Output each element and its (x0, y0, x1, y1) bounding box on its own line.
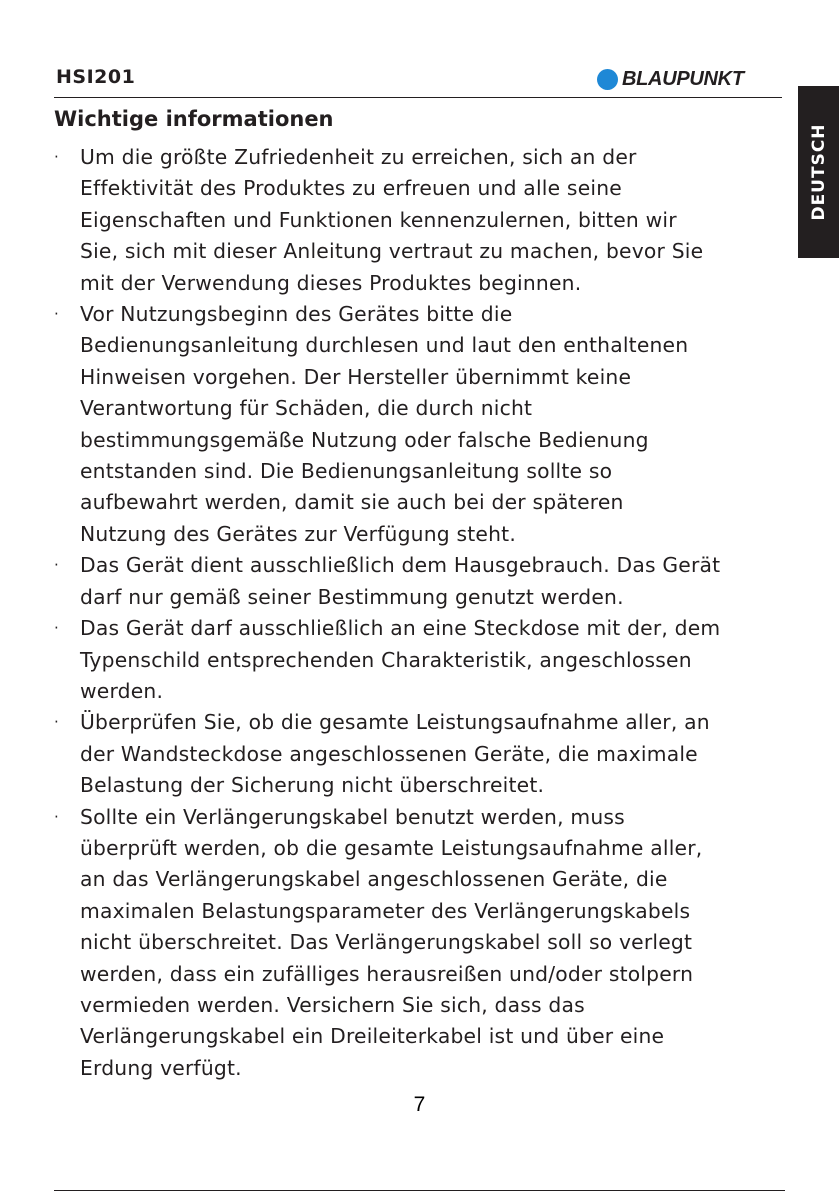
text-line: Erdung verfügt. (80, 1055, 242, 1080)
text-line: Hinweisen vorgehen. Der Hersteller übernimmt keine (80, 364, 632, 389)
text-line: Sollte ein Verlängerungskabel benutzt werden, muss (80, 804, 625, 829)
text-line: an das Verlängerungskabel angeschlossenen Geräte, die (80, 867, 668, 892)
list-item (54, 299, 790, 550)
text-line: vermieden werden. Versichern Sie sich, dass das (80, 992, 585, 1017)
list-item-text (80, 613, 720, 707)
bullet-icon: · (54, 556, 59, 575)
list-item-text (80, 802, 702, 1085)
text-line: werden, dass ein zufälliges herausreißen und/oder stolpern (80, 961, 694, 986)
section-title: Wichtige informationen (54, 107, 334, 131)
model-number: HSI201 (56, 66, 136, 88)
list-item (54, 802, 790, 1085)
text-line: Vor Nutzungsbeginn des Gerätes bitte die (80, 302, 513, 327)
text-line: bestimmungsgemäße Nutzung oder falsche Bedienung (80, 427, 649, 452)
text-line: Eigenschaften und Funktionen kennenzulernen, bitten wir (80, 207, 677, 232)
list-item (54, 613, 790, 707)
bullet-icon: · (54, 305, 59, 324)
text-line: entstanden sind. Die Bedienungsanleitung sollte so (80, 459, 613, 484)
brand-name: BLAUPUNKT (622, 67, 744, 90)
text-line: Nutzung des Gerätes zur Verfügung steht. (80, 521, 516, 546)
text-line: Um die größte Zufriedenheit zu erreichen, sich an der (80, 145, 637, 169)
text-line: mit der Verwendung dieses Produktes beginnen. (80, 270, 582, 295)
text-line: Verlängerungskabel ein Dreileiterkabel ist und über eine (80, 1024, 665, 1049)
page-number: 7 (413, 1093, 426, 1116)
brand-logo (597, 66, 744, 92)
text-line: Belastung der Sicherung nicht überschreitet. (80, 773, 545, 798)
text-line: Das Gerät darf ausschließlich an eine Steckdose mit der, dem (80, 616, 721, 641)
text-line: der Wandsteckdose angeschlossenen Geräte, die maximale (80, 741, 698, 766)
text-line: Bedienungsanleitung durchlesen und laut den enthaltenen (80, 333, 689, 358)
bullet-icon: · (54, 148, 59, 166)
bullet-icon: · (54, 619, 59, 638)
list-item-text (80, 550, 720, 613)
text-line: Das Gerät dient ausschließlich dem Hausgebrauch. Das Gerät (80, 553, 721, 578)
text-line: Sie, sich mit dieser Anleitung vertraut zu machen, bevor Sie (80, 239, 704, 264)
text-line: maximalen Belastungsparameter des Verlängerungskabels (80, 898, 691, 923)
language-tab (798, 86, 839, 258)
text-line: Überprüfen Sie, ob die gesamte Leistungsaufnahme aller, an (80, 710, 710, 735)
bullet-icon: · (54, 713, 59, 732)
info-list (54, 142, 790, 1084)
list-item-text (80, 142, 703, 299)
language-tab-label: DEUTSCH (808, 123, 829, 221)
brand-dot-icon (597, 69, 618, 90)
list-item (54, 142, 790, 299)
text-line: Verantwortung für Schäden, die durch nicht (80, 396, 533, 421)
text-line: Typenschild entsprechenden Charakteristik, angeschlossen (80, 647, 692, 672)
text-line: werden. (80, 678, 164, 703)
text-line: aufbewahrt werden, damit sie auch bei der späteren (80, 490, 624, 515)
list-item (54, 707, 790, 801)
header-divider (54, 97, 782, 98)
list-item-text (80, 299, 688, 550)
bullet-icon: · (54, 807, 59, 826)
list-item (54, 550, 790, 613)
text-line: nicht überschreitet. Das Verlängerungskabel soll so verlegt (80, 930, 693, 955)
text-line: Effektivität des Produktes zu erfreuen und alle seine (80, 176, 622, 201)
text-line: darf nur gemäß seiner Bestimmung genutzt werden. (80, 584, 624, 609)
text-line: überprüft werden, ob die gesamte Leistungsaufnahme aller, (80, 835, 703, 860)
list-item-text (80, 707, 710, 801)
